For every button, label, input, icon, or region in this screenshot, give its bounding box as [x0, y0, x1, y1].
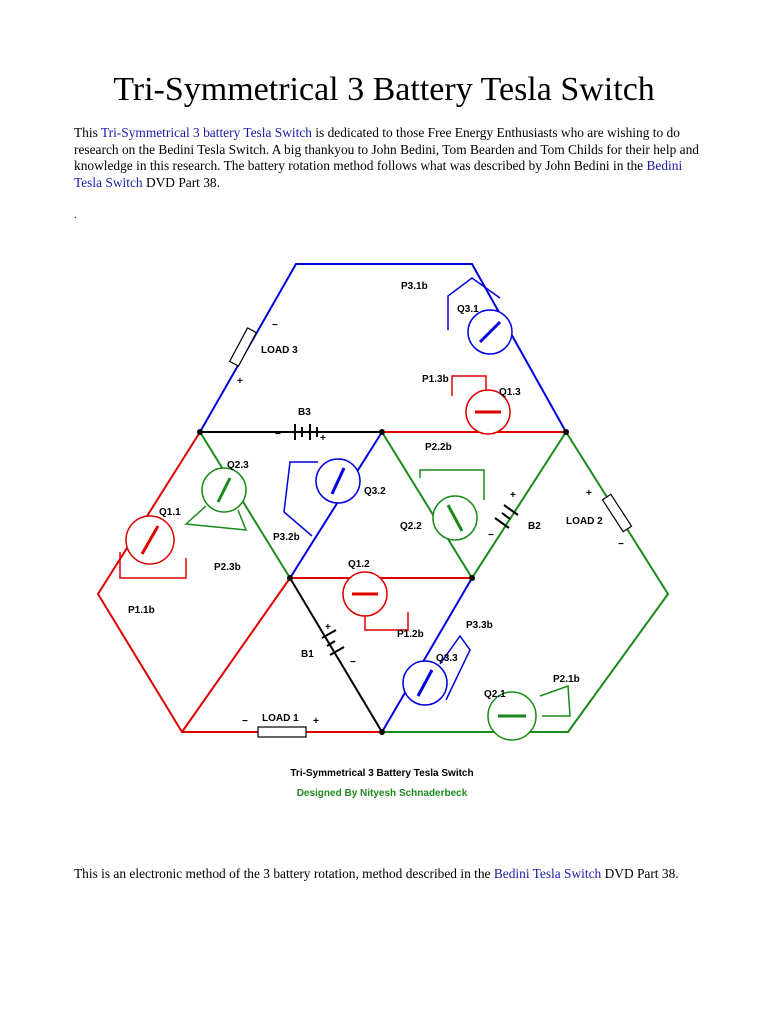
outro-paragraph	[74, 866, 704, 883]
label-p1-2b: P1.2b	[397, 629, 424, 640]
label-p2-2b: P2.2b	[425, 442, 452, 453]
wire-diag-7	[182, 578, 290, 732]
intro-middle: is dedicated to those Free Energy Enthusiasts who are wishing to do research on the Bedini Tesla Switch. A big thankyou to John Bedini, Tom Bearden and Tom Childs for their help and knowledge in this research. The battery rotation method follows what was described by John Bedini in the	[74, 125, 699, 174]
label-q2-1: Q2.1	[484, 689, 506, 700]
sign-load3-plus: +	[237, 376, 243, 387]
load3-resistor	[230, 328, 257, 366]
label-p3-2b: P3.2b	[273, 532, 300, 543]
outro-prefix: This is an electronic method of the 3 battery rotation, method described in the	[74, 866, 494, 881]
sign-b1-minus: −	[350, 657, 356, 668]
label-p3-1b: P3.1b	[401, 281, 428, 292]
load1-resistor	[258, 727, 306, 737]
p2-1b-loop	[540, 686, 570, 716]
intro-prefix: This	[74, 125, 101, 140]
diagram-designer: Designed By Nityesh Schnaderbeck	[296, 788, 468, 799]
label-p1-3b: P1.3b	[422, 374, 449, 385]
label-q2-3: Q2.3	[227, 460, 249, 471]
intro-suffix: DVD Part 38.	[142, 174, 220, 190]
label-load2: LOAD 2	[566, 516, 603, 527]
junction-dot	[197, 429, 203, 435]
junction-dot	[379, 429, 385, 435]
label-p2-1b: P2.1b	[553, 674, 580, 685]
label-q1-1: Q1.1	[159, 507, 181, 518]
label-q3-3: Q3.3	[436, 653, 458, 664]
sign-load3-minus: −	[272, 320, 278, 331]
junction-dot	[287, 575, 293, 581]
wire-outer-right-lower	[568, 594, 668, 732]
sign-load1-minus: −	[242, 716, 248, 727]
load2-resistor	[602, 494, 631, 531]
sign-load2-plus: +	[586, 488, 592, 499]
junction-dot	[563, 429, 569, 435]
label-q2-2: Q2.2	[400, 521, 422, 532]
label-q1-2: Q1.2	[348, 559, 370, 570]
label-q1-3: Q1.3	[499, 387, 521, 398]
label-b3: B3	[298, 407, 311, 418]
label-load1: LOAD 1	[262, 713, 299, 724]
label-p2-3b: P2.3b	[214, 562, 241, 573]
b2-cell	[502, 513, 510, 519]
wire-diag-6	[382, 578, 472, 732]
junction-dot	[469, 575, 475, 581]
tesla-switch-link[interactable]: Tri-Symmetrical 3 battery Tesla Switch	[100, 125, 312, 140]
diagram-caption: Tri-Symmetrical 3 Battery Tesla Switch	[290, 768, 474, 779]
sign-b1-plus: +	[325, 622, 331, 633]
sign-load1-plus: +	[313, 716, 319, 727]
sign-b3-minus: −	[275, 429, 281, 440]
sign-b3-plus: +	[320, 433, 326, 444]
label-b1: B1	[301, 649, 314, 660]
wire-outer-left-upper	[98, 432, 200, 594]
sign-b2-minus: −	[488, 530, 494, 541]
label-q3-1: Q3.1	[457, 304, 479, 315]
label-p1-1b: P1.1b	[128, 605, 155, 616]
wire-diag-4	[472, 432, 566, 578]
label-b2: B2	[528, 521, 541, 532]
label-q3-2: Q3.2	[364, 486, 386, 497]
label-p3-3b: P3.3b	[466, 620, 493, 631]
bedini-tesla-switch-link-2[interactable]: Bedini Tesla Switch	[493, 866, 602, 881]
bedini-tesla-switch-link[interactable]: Bedini Tesla Switch	[74, 158, 683, 190]
separator-dot: .	[74, 210, 77, 221]
wire-diag-2	[290, 432, 382, 578]
junction-dot	[379, 729, 385, 735]
sign-load2-minus: −	[618, 539, 624, 550]
page-title: Tri-Symmetrical 3 Battery Tesla Switch	[113, 71, 655, 108]
sign-b2-plus: +	[510, 490, 516, 501]
p3-2b-loop	[284, 462, 318, 536]
outro-suffix: DVD Part 38.	[601, 866, 679, 881]
label-load3: LOAD 3	[261, 345, 298, 356]
